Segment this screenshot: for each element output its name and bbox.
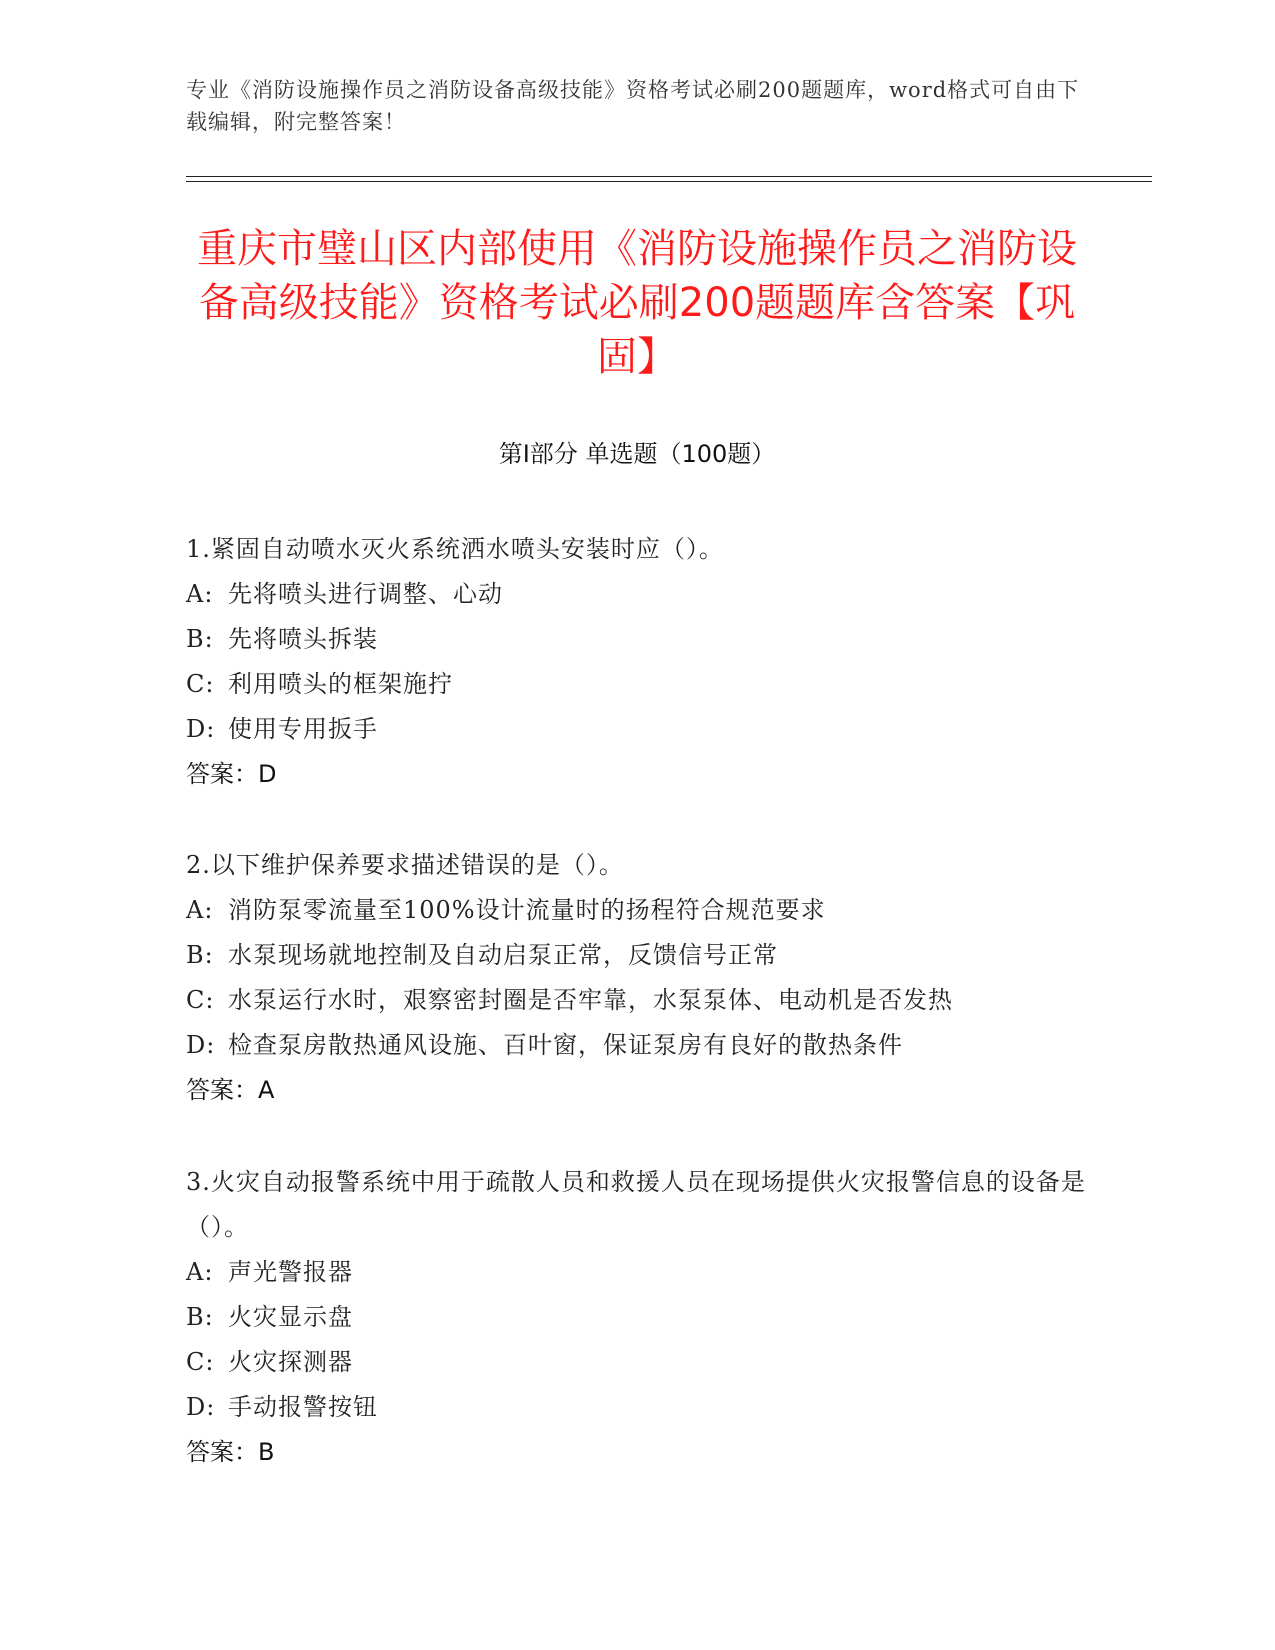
option-text: 手动报警按钮 <box>228 1393 378 1421</box>
option-text: 火灾探测器 <box>228 1348 353 1376</box>
option-letter: C: <box>186 1348 215 1376</box>
option-letter: B: <box>186 1303 214 1331</box>
option-letter: A: <box>186 580 214 608</box>
option-c <box>186 662 1086 707</box>
option-letter: A: <box>186 896 214 924</box>
option-letter: D: <box>186 1393 216 1421</box>
question-1 <box>186 527 1086 797</box>
option-b <box>186 617 1086 662</box>
question-stem: 2.以下维护保养要求描述错误的是（）。 <box>186 851 624 879</box>
answer-line: 答案：D <box>186 760 277 788</box>
option-text: 火灾显示盘 <box>228 1303 353 1331</box>
option-text: 利用喷头的框架施拧 <box>228 670 453 698</box>
option-letter: A: <box>186 1258 214 1286</box>
option-text: 先将喷头拆装 <box>228 625 378 653</box>
option-text: 水泵现场就地控制及自动启泵正常，反馈信号正常 <box>228 941 778 969</box>
header-rule-bottom <box>186 181 1152 182</box>
answer-line: 答案：A <box>186 1076 275 1104</box>
header-note: 专业《消防设施操作员之消防设备高级技能》资格考试必刷200题题库，word格式可自由下载编辑，附完整答案！ <box>186 78 1080 134</box>
option-letter: D: <box>186 715 216 743</box>
option-text: 使用专用扳手 <box>228 715 378 743</box>
option-text: 检查泵房散热通风设施、百叶窗，保证泵房有良好的散热条件 <box>228 1031 903 1059</box>
option-b <box>186 1295 1086 1340</box>
section-title: 第I部分 单选题（100题） <box>498 440 776 468</box>
option-d <box>186 1023 1086 1068</box>
option-a <box>186 888 1086 933</box>
option-letter: C: <box>186 986 215 1014</box>
option-a <box>186 1250 1086 1295</box>
option-text: 先将喷头进行调整、心动 <box>228 580 503 608</box>
option-c <box>186 1340 1086 1385</box>
question-stem: 3.火灾自动报警系统中用于疏散人员和救援人员在现场提供火灾报警信息的设备是（）。 <box>186 1168 1086 1241</box>
header-rule-top <box>186 176 1152 177</box>
option-b <box>186 933 1086 978</box>
option-letter: D: <box>186 1031 216 1059</box>
option-text: 消防泵零流量至100%设计流量时的扬程符合规范要求 <box>228 896 826 924</box>
question-2 <box>186 843 1086 1113</box>
option-letter: C: <box>186 670 215 698</box>
option-a <box>186 572 1086 617</box>
question-stem: 1.紧固自动喷水灭火系统洒水喷头安装时应（）。 <box>186 535 724 563</box>
option-text: 声光警报器 <box>228 1258 353 1286</box>
option-c <box>186 978 1086 1023</box>
document-title: 重庆市璧山区内部使用《消防设施操作员之消防设备高级技能》资格考试必刷200题题库含答案【巩固】 <box>197 226 1077 380</box>
option-letter: B: <box>186 625 214 653</box>
option-text: 水泵运行水时，艰察密封圈是否牢靠，水泵泵体、电动机是否发热 <box>228 986 953 1014</box>
option-d <box>186 707 1086 752</box>
option-letter: B: <box>186 941 214 969</box>
question-3 <box>186 1160 1086 1475</box>
answer-line: 答案：B <box>186 1438 275 1466</box>
option-d <box>186 1385 1086 1430</box>
